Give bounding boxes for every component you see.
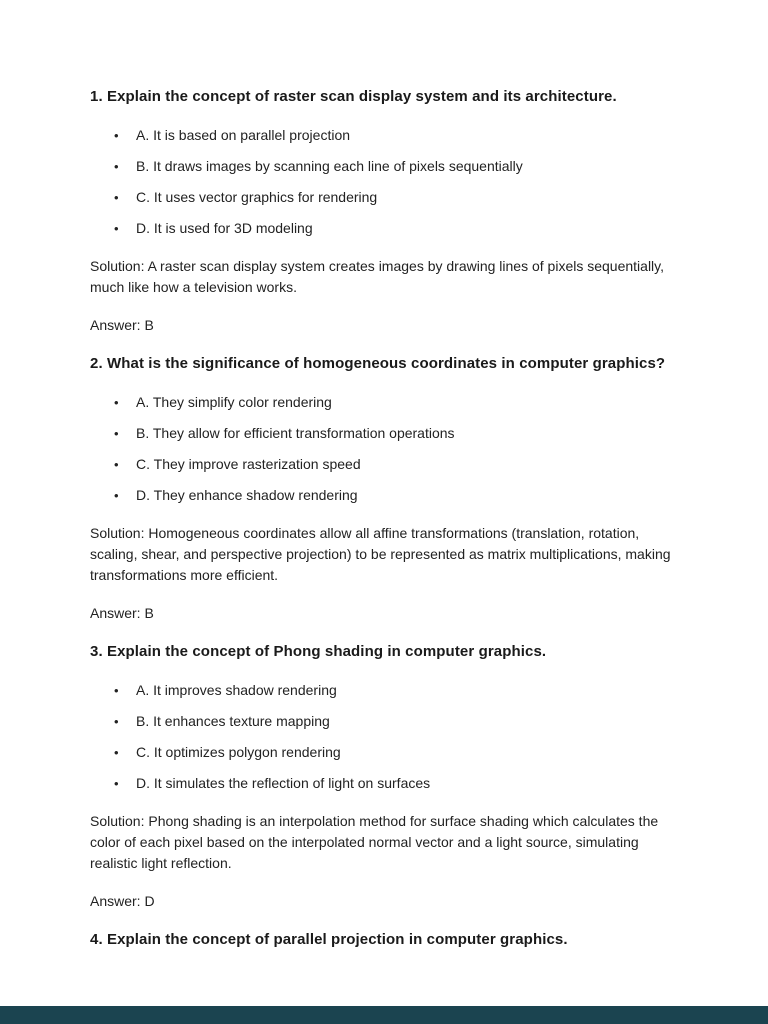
option-item: • D. It is used for 3D modeling xyxy=(114,218,678,239)
answer-text: Answer: B xyxy=(90,317,154,333)
answer-text: Answer: D xyxy=(90,893,155,909)
question-block xyxy=(90,86,678,336)
option-item: • A. They simplify color rendering xyxy=(114,392,678,413)
question-block xyxy=(90,929,678,951)
option-item: • C. It optimizes polygon rendering xyxy=(114,742,678,763)
question-block xyxy=(90,641,678,912)
solution-text: Solution: Homogeneous coordinates allow all affine transformations (translation, rotation, scaling, shear, and perspective projection) to be represented as matrix multiplications, making transformations more efficient. xyxy=(90,525,671,583)
option-item: • A. It is based on parallel projection xyxy=(114,125,678,146)
viewer-footer-bar xyxy=(0,1006,768,1024)
question-title: 2. What is the significance of homogeneous coordinates in computer graphics? xyxy=(90,355,666,372)
answer-text: Answer: B xyxy=(90,605,154,621)
option-item: • B. It draws images by scanning each line of pixels sequentially xyxy=(114,156,678,177)
question-block xyxy=(90,353,678,624)
solution-text: Solution: Phong shading is an interpolation method for surface shading which calculates the color of each pixel based on the interpolated normal vector and a light source, simulating realistic light reflection. xyxy=(90,813,659,871)
options-list xyxy=(90,680,678,794)
options-list xyxy=(90,125,678,239)
option-item: • A. It improves shadow rendering xyxy=(114,680,678,701)
option-item: • B. It enhances texture mapping xyxy=(114,711,678,732)
option-item: • D. They enhance shadow rendering xyxy=(114,485,678,506)
option-item: • C. It uses vector graphics for rendering xyxy=(114,187,678,208)
option-item: • C. They improve rasterization speed xyxy=(114,454,678,475)
options-list xyxy=(90,392,678,506)
solution-text: Solution: A raster scan display system creates images by drawing lines of pixels sequentially, much like how a television works. xyxy=(90,258,665,295)
option-item: • D. It simulates the reflection of light on surfaces xyxy=(114,773,678,794)
question-title: 3. Explain the concept of Phong shading in computer graphics. xyxy=(90,643,547,660)
question-title: 4. Explain the concept of parallel projection in computer graphics. xyxy=(90,931,568,948)
question-title: 1. Explain the concept of raster scan display system and its architecture. xyxy=(90,88,617,105)
option-item: • B. They allow for efficient transformation operations xyxy=(114,423,678,444)
